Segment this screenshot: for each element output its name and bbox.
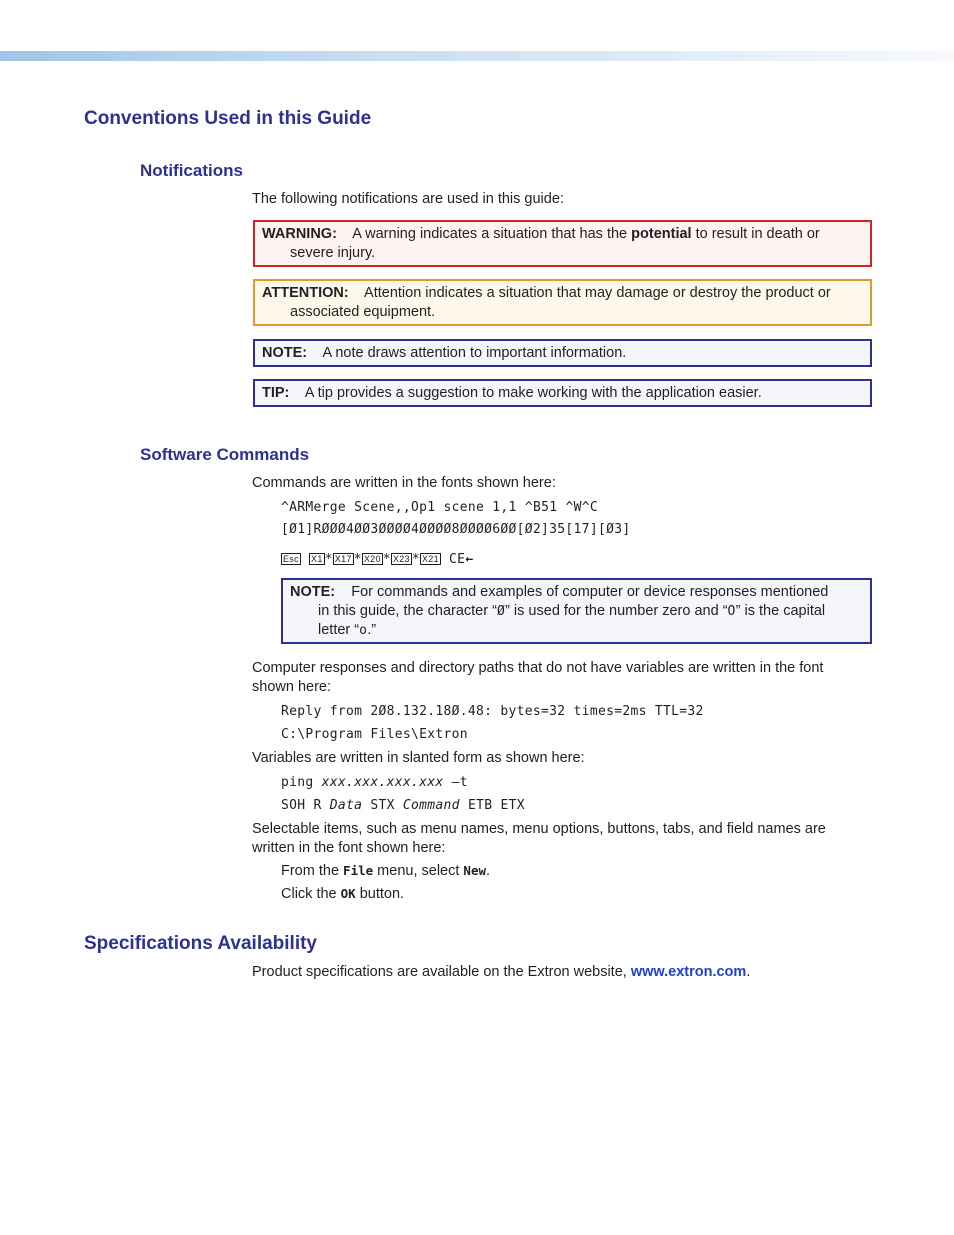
ex1-period: . (486, 863, 491, 879)
response-example-1: Reply from 2Ø8.132.18Ø.48: bytes=32 times=2ms TTL=32 (281, 704, 704, 719)
variable-key-x1: X1 (311, 554, 323, 564)
attention-box (253, 279, 872, 326)
cmd1-ctrl-a: ^AR (281, 500, 306, 515)
selectable-line2: written in the font shown here: (252, 840, 446, 856)
warning-text: A warning indicates a situation that has the (352, 226, 628, 242)
cmd1-body: Merge Scene,,Op1 scene 1,1 (305, 500, 517, 515)
ex2-text: Click the (281, 886, 341, 902)
response-example-2: C:\Program Files\Extron (281, 727, 468, 742)
attention-text: Attention indicates a situation that may damage or destroy the product or (364, 285, 831, 301)
separator-star: * (411, 552, 420, 567)
ex2-text2: button. (355, 886, 405, 902)
responses-paragraph (252, 659, 862, 697)
var1-cmd: ping (281, 775, 322, 790)
variable-key-x21: X21 (421, 554, 439, 564)
notifications-intro: The following notifications are used in this guide: (252, 191, 564, 207)
ex2-button-name: OK (340, 886, 356, 901)
software-note-label: NOTE: (290, 584, 336, 600)
warning-emphasis: potential (631, 226, 692, 242)
attention-label: ATTENTION: (262, 285, 349, 301)
selectable-example-1 (281, 861, 490, 881)
cmd1-ctrl-b: ^B (524, 500, 542, 515)
cmd1-ctrl-end: ^W^C (565, 500, 599, 515)
var1-flag: —t (443, 775, 468, 790)
separator-star: * (382, 552, 391, 567)
responses-line1: Computer responses and directory paths that do not have variables are written in the font (252, 660, 824, 676)
variable-example-1 (281, 773, 468, 792)
ex1-option-name: New (463, 863, 486, 878)
command-example-1 (281, 498, 598, 517)
command-example-3 (281, 550, 473, 569)
software-note-line2: in this guide, the character “ (318, 603, 497, 619)
letter-o-character: o (359, 623, 368, 638)
command-example-2: [Ø1]RØØØ4ØØ3ØØØØ4ØØØØ8ØØØØ6ØØ[Ø2]35[17][Ø3] (281, 522, 631, 537)
specs-paragraph (252, 963, 862, 982)
capital-o-character: O (727, 604, 736, 619)
specs-period: . (746, 964, 751, 980)
ex1-text2: menu, select (373, 863, 464, 879)
var2-prefix: SOH R (281, 798, 330, 813)
cmd3-end: CE (449, 552, 466, 567)
attention-text-line2: associated equipment. (290, 304, 436, 320)
software-note-line2b: ” is used for the number zero and “ (505, 603, 728, 619)
software-intro: Commands are written in the fonts shown here: (252, 475, 556, 491)
tip-label: TIP: (262, 385, 290, 401)
software-note-box (281, 578, 872, 644)
specs-text: Product specifications are available on the Extron website, (252, 964, 631, 980)
ex1-text: From the (281, 863, 344, 879)
note-box (253, 339, 872, 367)
zero-character: Ø (496, 604, 506, 619)
variable-key-x23: X23 (392, 554, 410, 564)
note-label: NOTE: (262, 345, 308, 361)
selectable-paragraph (252, 820, 862, 858)
warning-box (253, 220, 872, 267)
extron-website-link[interactable]: www.extron.com (630, 964, 747, 980)
tip-text: A tip provides a suggestion to make working with the application easier. (304, 385, 762, 401)
note-text: A note draws attention to important information. (322, 345, 627, 361)
var2-data: Data (329, 798, 363, 813)
software-note-line2c: ” is the capital (735, 603, 826, 619)
var2-command: Command (402, 798, 460, 813)
var2-suffix: ETB ETX (459, 798, 525, 813)
subsection-title-notifications: Notifications (140, 161, 243, 180)
variables-intro: Variables are written in slanted form as shown here: (252, 750, 585, 766)
section-title-conventions: Conventions Used in this Guide (84, 108, 372, 129)
subsection-title-software-commands: Software Commands (140, 445, 310, 464)
return-arrow-icon: ← (465, 552, 474, 567)
software-note-line3: letter “ (318, 622, 360, 638)
variable-key-x20: X20 (363, 554, 381, 564)
esc-key: Esc (283, 554, 299, 564)
header-gradient-bar (0, 51, 954, 61)
separator-star: * (353, 552, 362, 567)
warning-text-cont: to result in death or (695, 226, 820, 242)
software-note-text: For commands and examples of computer or device responses mentioned (351, 584, 829, 600)
ex1-menu-name: File (343, 863, 374, 878)
cmd1-value: 51 (541, 500, 558, 515)
var1-variable: xxx.xxx.xxx.xxx (321, 775, 444, 790)
var2-stx: STX (362, 798, 403, 813)
section-title-specifications: Specifications Availability (84, 933, 318, 954)
responses-line2: shown here: (252, 679, 331, 695)
variable-example-2 (281, 796, 525, 815)
warning-text-line2: severe injury. (290, 245, 376, 261)
separator-star: * (324, 552, 333, 567)
software-note-line3b: .” (367, 622, 377, 638)
warning-label: WARNING: (262, 226, 337, 242)
selectable-example-2 (281, 884, 404, 904)
variable-key-x17: X17 (334, 554, 352, 564)
tip-box (253, 379, 872, 407)
selectable-line1: Selectable items, such as menu names, menu options, buttons, tabs, and field names are (252, 821, 826, 837)
